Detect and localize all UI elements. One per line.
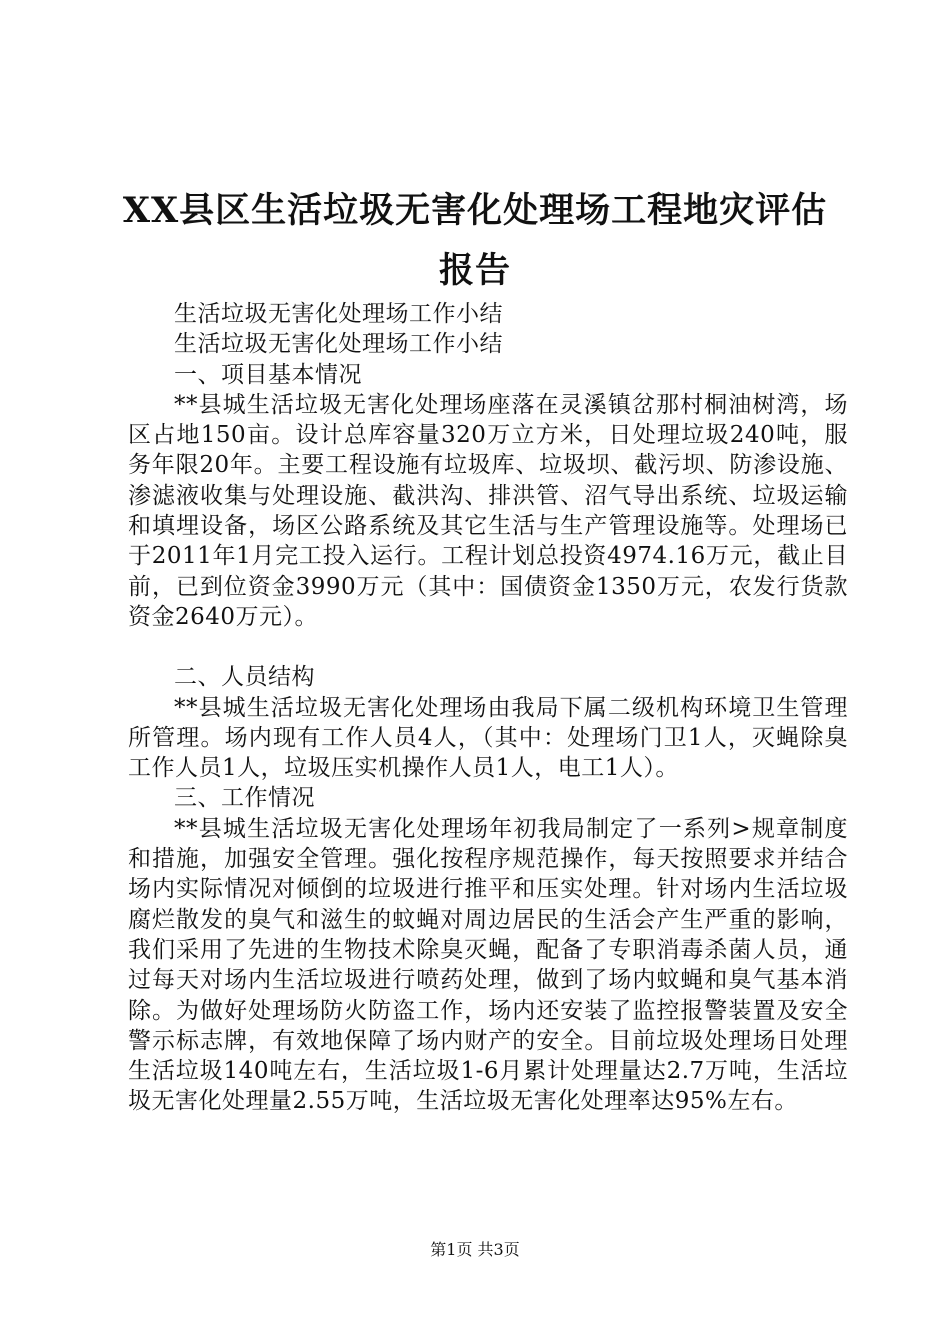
section-heading-staff-structure: 二、人员结构: [174, 664, 315, 691]
section-heading-work-status: 三、工作情况: [174, 785, 315, 812]
subtitle-paragraph: 生活垃圾无害化处理场工作小结: [174, 331, 503, 358]
subtitle-paragraph: 生活垃圾无害化处理场工作小结: [174, 301, 503, 327]
body-paragraph-work-status: **县城生活垃圾无害化处理场年初我局制定了一系列>规章制度和措施，加强安全管理。强化按程序规范操作，每天按照要求并结合场内实际情况对倾倒的垃圾进行推平和压实处理。针对场内生活垃圾腐烂散发的臭气和滋生的蚊蝇对周边居民的生活会产生严重的影响，我们采用了先进的生物技术除臭灭蝇，配备了专职消毒杀菌人员，通过每天对场内生活垃圾进行喷药处理，做到了场内蚊蝇和臭气基本消除。为做好处理场防火防盗工作，场内还安装了监控报警装置及安全警示标志牌，有效地保障了场内财产的安全。目前垃圾处理场日处理生活垃圾140吨左右，生活垃圾1-6月累计处理量达2.7万吨，生活垃圾无害化处理量2.55万吨，生活垃圾无害化处理率达95%左右。: [128, 815, 848, 1115]
body-paragraph-project-overview: **县城生活垃圾无害化处理场座落在灵溪镇岔那村桐油树湾，场区占地150亩。设计总库容量320万立方米，日处理垃圾240吨，服务年限20年。主要工程设施有垃圾库、垃圾坝、截污坝、防渗设施、渗滤液收集与处理设施、截洪沟、排洪管、沼气导出系统、垃圾运输和填埋设备，场区公路系统及其它生活与生产管理设施等。处理场已于2011年1月完工投入运行。工程计划总投资4974.16万元，截止目前，已到位资金3990万元（其中：国债资金1350万元，农发行货款资金2640万元）。: [128, 391, 848, 630]
document-title-line-2: 报告: [438, 250, 511, 291]
section-heading-project-overview: 一、项目基本情况: [174, 361, 362, 388]
document-body: [128, 299, 848, 1117]
page-footer: 第1页 共3页: [430, 1240, 520, 1259]
paragraph-spacer: [128, 632, 848, 662]
document-title-line-1: XX县区生活垃圾无害化处理场工程地灾评估: [122, 190, 828, 231]
body-paragraph-staff-structure: **县城生活垃圾无害化处理场由我局下属二级机构环境卫生管理所管理。场内现有工作人员4人，（其中：处理场门卫1人，灭蝇除臭工作人员1人，垃圾压实机操作人员1人，电工1人）。: [128, 694, 848, 782]
